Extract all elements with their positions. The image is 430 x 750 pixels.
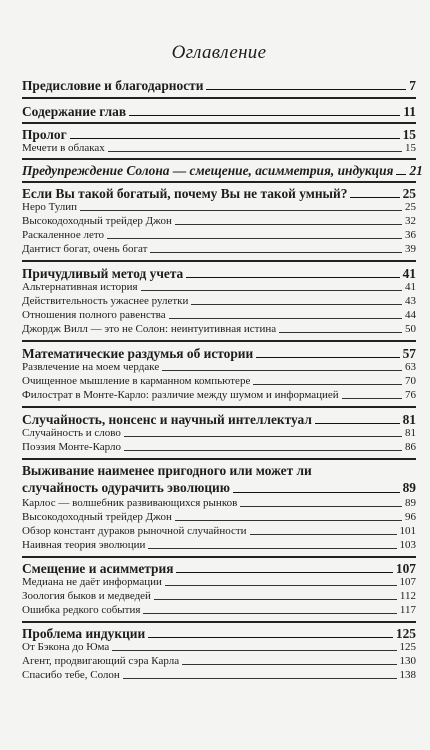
toc-chapter[interactable]: Пролог 15 [22, 127, 416, 142]
leader-line [253, 384, 402, 385]
toc-section[interactable]: Раскаленное лето 36 [22, 229, 416, 241]
leader-line [279, 332, 402, 333]
page-number: 41 [402, 266, 416, 281]
toc-section[interactable]: Альтернативная история 41 [22, 281, 416, 293]
page-number: 57 [402, 346, 416, 361]
leader-line [124, 436, 402, 437]
leader-line [240, 506, 402, 507]
page-number: 101 [399, 525, 416, 537]
toc-section[interactable]: Случайность и слово 81 [22, 427, 416, 439]
leader-line [175, 520, 402, 521]
page-number: 36 [405, 229, 416, 241]
page-number: 44 [405, 309, 416, 321]
page-number: 15 [405, 142, 416, 154]
leader-line [162, 370, 402, 371]
toc-section[interactable]: Мечети в облаках 15 [22, 142, 416, 154]
chapter-divider [22, 406, 416, 408]
chapter-divider [22, 97, 416, 99]
toc-section[interactable]: Агент, продвигающий сэра Карла 130 [22, 655, 416, 667]
toc-section[interactable]: Высокодоходный трейдер Джон 96 [22, 511, 416, 523]
toc-section[interactable]: Поэзия Монте-Карло 86 [22, 441, 416, 453]
leader-line [256, 357, 399, 358]
toc-chapter[interactable]: Причудливый метод учета 41 [22, 266, 416, 281]
toc-chapter[interactable]: Если Вы такой богатый, почему Вы не такой умный? 25 [22, 186, 416, 201]
toc-section[interactable]: Джордж Вилл — это не Солон: неинтуитивная истина 50 [22, 323, 416, 335]
toc-section[interactable]: Филострат в Монте-Карло: различие между шумом и информацией 76 [22, 389, 416, 401]
chapter-divider [22, 458, 416, 460]
leader-line [148, 548, 396, 549]
leader-line [396, 174, 406, 175]
chapter-divider [22, 340, 416, 342]
toc-section[interactable]: Обзор констант дураков рыночной случайности 101 [22, 525, 416, 537]
page-number: 39 [405, 243, 416, 255]
leader-line [112, 650, 396, 651]
chapter-divider [22, 556, 416, 558]
leader-line [206, 89, 406, 90]
leader-line [150, 252, 402, 253]
leader-line [123, 678, 397, 679]
toc-page [22, 0, 423, 750]
chapter-divider [22, 158, 416, 160]
page-number: 138 [399, 669, 416, 681]
leader-line [186, 277, 399, 278]
toc-chapter[interactable]: Проблема индукции 125 [22, 626, 416, 641]
chapter-divider [22, 260, 416, 262]
leader-line [107, 238, 402, 239]
page-number: 11 [403, 104, 416, 119]
toc-chapter[interactable]: Случайность, нонсенс и научный интеллектуал 81 [22, 412, 416, 427]
page-number: 32 [405, 215, 416, 227]
leader-line [148, 637, 393, 638]
page-number: 125 [399, 641, 416, 653]
page-number: 112 [399, 590, 416, 602]
page-number: 107 [399, 576, 416, 588]
leader-line [315, 423, 400, 424]
page-number: 21 [409, 163, 423, 178]
leader-line [154, 599, 397, 600]
leader-line [80, 210, 402, 211]
page-number: 130 [399, 655, 416, 667]
leader-line [70, 138, 400, 139]
page-number: 86 [405, 441, 416, 453]
leader-line [191, 304, 402, 305]
toc-section[interactable]: Зоология быков и медведей 112 [22, 590, 416, 602]
leader-line [182, 664, 396, 665]
page-number: 41 [405, 281, 416, 293]
toc-section[interactable]: Действительность ужаснее рулетки 43 [22, 295, 416, 307]
toc-section[interactable]: Карлос — волшебник развивающихся рынков 89 [22, 497, 416, 509]
page-number: 25 [402, 186, 416, 201]
leader-line [250, 534, 397, 535]
chapter-divider [22, 621, 416, 623]
page-number: 125 [395, 626, 416, 641]
toc-section[interactable]: Наивная теория эволюции 103 [22, 539, 416, 551]
page-number: 63 [405, 361, 416, 373]
leader-line [342, 398, 402, 399]
page-number: 81 [402, 412, 416, 427]
page-number: 81 [405, 427, 416, 439]
page-number: 96 [405, 511, 416, 523]
leader-line [175, 224, 402, 225]
page-number: 7 [409, 78, 416, 93]
leader-line [143, 613, 396, 614]
toc-section[interactable]: Отношения полного равенства 44 [22, 309, 416, 321]
leader-line [124, 450, 402, 451]
page-number: 89 [402, 480, 416, 495]
toc-section[interactable]: Высокодоходный трейдер Джон 32 [22, 215, 416, 227]
page-number: 117 [399, 604, 416, 616]
page-number: 89 [405, 497, 416, 509]
page-number: 76 [405, 389, 416, 401]
toc-chapter[interactable]: Предупреждение Солона — смещение, асимметрия, индукция 21 [22, 163, 423, 178]
leader-line [233, 492, 400, 493]
page-number: 15 [402, 127, 416, 142]
page-number: 107 [395, 561, 416, 576]
toc-chapter[interactable]: Смещение и асимметрия 107 [22, 561, 416, 576]
leader-line [176, 572, 392, 573]
page-number: 103 [399, 539, 416, 551]
toc-section[interactable]: От Бэкона до Юма 125 [22, 641, 416, 653]
toc-section[interactable]: Неро Тулип 25 [22, 201, 416, 213]
toc-chapter[interactable]: Выживание наименее пригодного или может ли случайность одурачить эволюцию 89 [22, 463, 416, 495]
leader-line [141, 290, 402, 291]
page-number: 50 [405, 323, 416, 335]
toc-chapter[interactable]: Математические раздумья об истории 57 [22, 346, 416, 361]
page-number: 43 [405, 295, 416, 307]
toc-section[interactable]: Дантист богат, очень богат 39 [22, 243, 416, 255]
leader-line [169, 318, 402, 319]
toc-chapter[interactable]: Предисловие и благодарности 7 [22, 78, 416, 93]
toc-chapter[interactable]: Содержание глав 11 [22, 104, 416, 119]
toc-section[interactable]: Спасибо тебе, Солон 138 [22, 669, 416, 681]
chapter-divider [22, 122, 416, 124]
leader-line [350, 197, 399, 198]
page-number: 25 [405, 201, 416, 213]
page-title: Оглавление [171, 42, 267, 63]
toc-section[interactable]: Ошибка редкого события 117 [22, 604, 416, 616]
page-number: 70 [405, 375, 416, 387]
leader-line [108, 151, 402, 152]
leader-line [129, 115, 400, 116]
chapter-divider [22, 181, 416, 183]
toc-section[interactable]: Очищенное мышление в карманном компьютере 70 [22, 375, 416, 387]
toc-section[interactable]: Развлечение на моем чердаке 63 [22, 361, 416, 373]
toc-section[interactable]: Медиана не даёт информации 107 [22, 576, 416, 588]
leader-line [165, 585, 397, 586]
